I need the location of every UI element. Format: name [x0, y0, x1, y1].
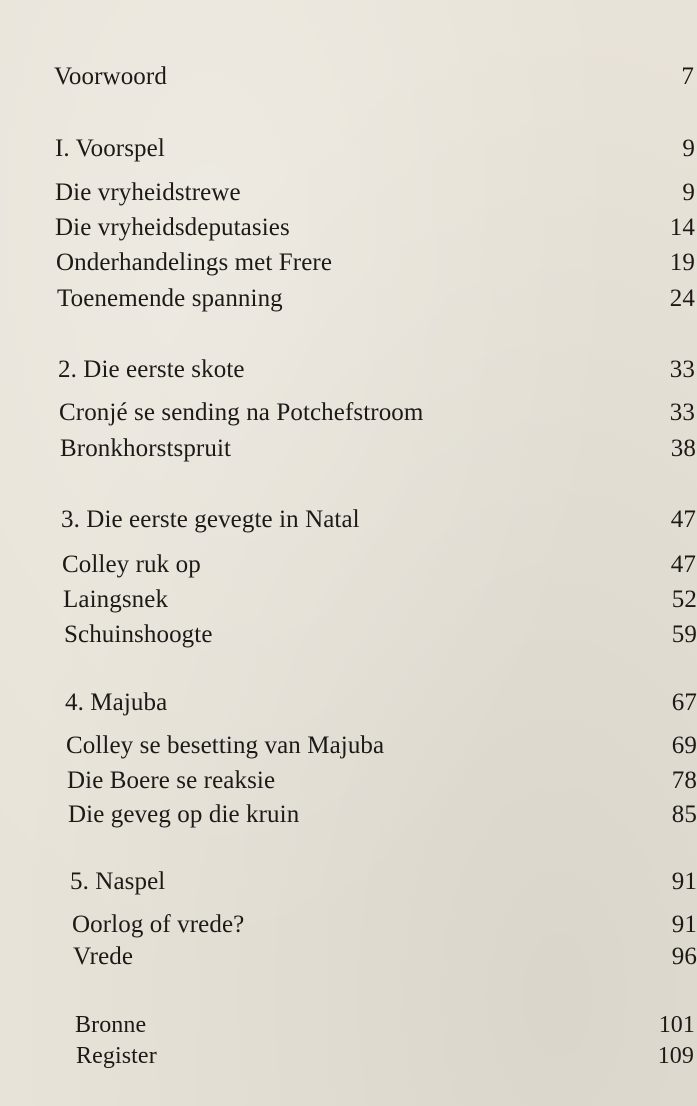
- toc-entry-page: 91: [671, 868, 697, 895]
- toc-entry-page: 19: [669, 249, 695, 276]
- toc-entry-title: Toenemende spanning: [57, 285, 283, 312]
- toc-entry-page: 85: [671, 801, 697, 828]
- toc-entry-page: 91: [671, 911, 697, 938]
- toc-entry-page: 33: [669, 356, 695, 383]
- toc-entry-title: 5. Naspel: [70, 868, 166, 895]
- toc-entry-title: Schuinshoogte: [64, 621, 213, 648]
- toc-entry-title: Die Boere se reaksie: [67, 767, 276, 794]
- toc-entry-title: Voorwoord: [54, 63, 167, 90]
- toc-entry-title: Vrede: [73, 943, 134, 970]
- toc-entry-title: 4. Majuba: [65, 689, 168, 716]
- toc-entry-page: 52: [671, 586, 697, 613]
- toc-entry-page: 101: [658, 1012, 695, 1038]
- toc-entry-title: 3. Die eerste gevegte in Natal: [61, 506, 360, 533]
- toc-entry-title: Colley ruk op: [62, 551, 201, 578]
- toc-entry-title: 2. Die eerste skote: [58, 356, 245, 383]
- toc-entry-page: 109: [657, 1043, 694, 1069]
- toc-entry-title: Bronne: [75, 1012, 147, 1038]
- toc-entry-page: 67: [671, 689, 697, 716]
- toc-entry-page: 59: [671, 621, 697, 648]
- toc-entry-page: 14: [669, 214, 695, 241]
- toc-entry-page: 9: [682, 135, 695, 162]
- toc-entry-title: Cronjé se sending na Potchefstroom: [59, 399, 424, 426]
- toc-entry-title: Die vryheidsdeputasies: [55, 214, 290, 241]
- toc-entry-title: Colley se besetting van Majuba: [66, 732, 385, 759]
- toc-entry-page: 96: [671, 943, 697, 970]
- toc-entry-title: Oorlog of vrede?: [72, 911, 245, 938]
- toc-entry-page: 9: [682, 179, 695, 206]
- toc-entry-page: 69: [671, 732, 697, 759]
- toc-entry-title: Bronkhorstspruit: [60, 435, 232, 462]
- toc-entry-title: Die vryheidstrewe: [55, 179, 241, 206]
- toc-entry-title: Die geveg op die kruin: [68, 801, 300, 828]
- toc-entry-page: 78: [671, 767, 697, 794]
- toc-entry-page: 47: [670, 506, 696, 533]
- toc-entry-title: Laingsnek: [63, 586, 169, 613]
- toc-entry-page: 33: [669, 399, 695, 426]
- toc-entry-title: Register: [76, 1043, 157, 1069]
- toc-entry-page: 24: [669, 285, 695, 312]
- toc-entry-title: Onderhandelings met Frere: [56, 249, 333, 276]
- toc-entry-page: 38: [670, 435, 696, 462]
- toc-entry-page: 7: [681, 63, 694, 90]
- toc-entry-page: 47: [670, 551, 696, 578]
- toc-entry-title: I. Voorspel: [55, 135, 165, 162]
